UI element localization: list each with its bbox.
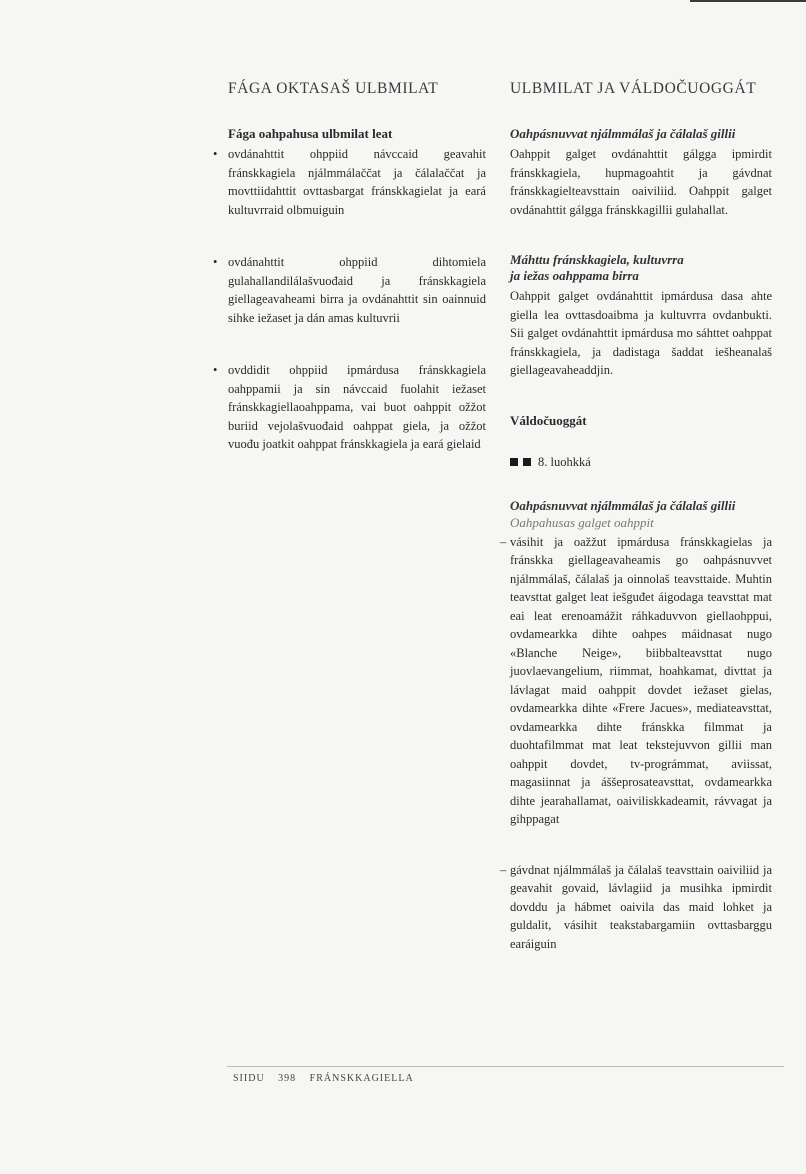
top-edge-line [690,0,806,2]
goals-list [203,145,486,454]
goal-text: ovddidit ohppiid ipmárdusa fránskkagiela oahppamii ja sin návccaid fuolahit iežaset fránskkagiellaoahppama, vai buot oahppit ožžot buriid vejolašvuođaid oahppat giela, ja ožžot vuođu joatkit oahppat fránskkagiela ja eará gielaid [228,363,486,451]
page-number: 398 [278,1073,297,1084]
main-points-heading: Váldočuoggát [510,412,587,428]
footer-rule [227,1066,784,1067]
learning-list [500,533,772,954]
footer-subject: FRÁNSKKAGIELLA [309,1073,414,1084]
page-footer [233,1073,424,1084]
block1-heading: Oahpásnuvvat njálmmálaš ja čálalaš gillii [510,126,736,141]
block3-heading: Oahpásnuvvat njálmmálaš ja čálalaš gillii [510,497,736,513]
grade-level [510,455,772,470]
block-oral-written-grade8 [500,497,772,954]
goal-item [203,145,486,219]
learning-text: gávdnat njálmmálaš ja čálalaš teavsttain oaiviliid ja geavahit govaid, lávlagiid ja musihka ipmirdit dovddu ja hábmet oaivila das maid lohket ja guldalit, vásihit teakstabargamiin ovttasbarggu earáiguin [510,862,772,951]
block2-text: Oahppit galget ovdánahttit ipmárdusa dasa ahte giella lea ovttasdoaibma ja kultuvrra ovdanbukti. Sii galget ovdánahttit ipmárdusa mo sáhttet oahppat fránskkagiela, ja dadistaga šaddat iešheanalaš giellageavaheaddjin. [510,289,772,377]
left-column [203,80,486,488]
goal-item [203,361,486,454]
dash-icon: – [500,862,507,877]
bullet-icon: • [213,147,218,161]
block-oral-written [510,126,772,219]
block-knowledge [510,252,772,380]
learning-item [500,533,772,829]
goal-text: ovdánahttit ohppiid návccaid geavahit fránskkagiela njálmmálaččat ja čálalaččat ja movttiidahttit ovttasbargat fránskkagielat ja eará kultuvrraid olbmuiguin [228,147,486,217]
bullet-icon: • [213,255,218,269]
footer-section: SIIDU [233,1073,265,1084]
bullet-icon: • [213,363,218,377]
block2-heading-line1: Máhttu fránskkagiela, kultuvrra [510,252,684,267]
left-section-title: FÁGA OKTASAŠ ULBMILAT [228,80,439,97]
learning-item [500,861,772,954]
square-icon [510,458,518,466]
right-section-title: ULBMILAT JA VÁLDOČUOGGÁT [510,80,757,97]
grade-label: 8. luohkká [538,454,591,469]
goal-text: ovdánahttit ohppiid dihtomiela gulahallandilálašvuođaid ja fránskkagiela giellageavaheami birra ja ovdánahttit sin oainnuid sihke iežaset ja dán amas kultuvrii [228,255,486,325]
block3-subheading: Oahpahusas galget oahppit [510,514,654,530]
square-icon [523,458,531,466]
dash-icon: – [500,534,507,549]
goal-item [203,253,486,327]
left-subheading: Fága oahpahusa ulbmilat leat [228,126,393,141]
right-column [500,80,772,985]
block2-heading-line2: ja iežas oahppama birra [510,268,639,283]
block1-text: Oahppit galget ovdánahttit gálgga ipmirdit fránskkagiela, hupmagoahtit ja gávdnat fránskkagielteavsttain oaiviliid. Oahppit galget ovdánahttit gálgga fránskkagillii gulahallat. [510,147,772,217]
learning-text: vásihit ja oažžut ipmárdusa fránskkagielas ja fránskka giellageavaheamis go oahpásnuvvet njálmmálaš, čálalaš ja oinnolaš teavsttaide. Muhtin teavsttat galget leat iešguđet áigodaga teavsttat mat eai leat erenoamážit ráhkaduvvon giellaohppui, ovdamearkka dihte oahpes máidnasat nugo «Blanche Neige», biibbalteavsttat nugo juovlaevangelium, riimmat, hoahkamat, divttat ja lávlagat maid oahppit dovdet iežaset gielas, ovdamearkka dihte «Frere Jacues», mediateavsttat, ovdamearkka dihte fránskka filmmat ja duohtafilmmat mat leat tekstejuvvon gillii man oahppit dovdet, tv-prográmmat, aviissat, magasiinnat ja áššeprosateavsttat, ovdamearkka dihte jearahallamat, oaiviliskkadeamit, rávvagat ja gihppagat [510,534,772,826]
